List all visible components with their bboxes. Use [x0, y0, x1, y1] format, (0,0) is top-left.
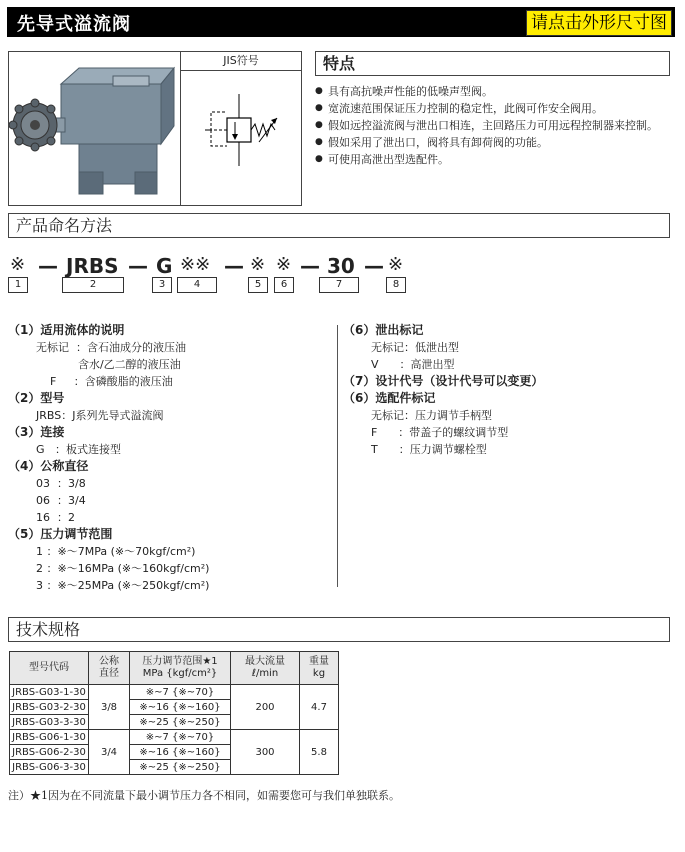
spec-cell: JRBS-G06-1-30: [10, 730, 89, 745]
jis-hydraulic-symbol: [189, 84, 299, 184]
spec-cell: ※~16 {※~160}: [130, 700, 231, 715]
desc-line: 3 ：※～25MPa (※～250kgf/cm²): [36, 579, 210, 592]
desc-line: 无标记：低泄出型: [371, 341, 459, 354]
jis-symbol-label: JIS符号: [181, 52, 301, 71]
code-segment: —: [300, 254, 320, 278]
feature-item: ● 假如采用了泄出口，阀将具有卸荷阀的功能。: [315, 134, 670, 151]
title-bar: [7, 7, 675, 37]
naming-description-left: [8, 322, 328, 594]
spec-heading: 技术规格: [8, 617, 670, 642]
features-list: [315, 83, 670, 168]
code-segment: —: [224, 254, 244, 278]
code-segment: 30: [327, 254, 355, 278]
spec-table: [9, 651, 339, 775]
naming-heading: 产品命名方法: [8, 213, 670, 238]
feature-item: ● 可使用高泄出型选配件。: [315, 151, 670, 168]
code-position-box: 5: [248, 277, 268, 293]
desc-line: F ：带盖子的螺纹调节型: [371, 426, 509, 439]
feature-item: ● 具有高抗噪声性能的低噪声型阀。: [315, 83, 670, 100]
column-divider: [337, 325, 338, 587]
code-segment: JRBS: [66, 254, 119, 278]
spec-cell: JRBS-G06-3-30: [10, 760, 89, 775]
features-heading: 特点: [315, 51, 670, 76]
spec-cell: ※~25 {※~250}: [130, 715, 231, 730]
desc-heading: （2）型号: [8, 391, 65, 405]
code-segment: —: [364, 254, 384, 278]
desc-line: 无标记 ：含石油成分的液压油: [36, 341, 186, 354]
spec-cell: 5.8: [300, 730, 339, 775]
outline-drawing-button[interactable]: 请点击外形尺寸图: [526, 10, 672, 36]
spec-cell: JRBS-G03-1-30: [10, 685, 89, 700]
code-position-box: 3: [152, 277, 172, 293]
desc-line: JRBS：J系列先导式溢流阀: [36, 409, 164, 422]
desc-heading: （5）压力调节范围: [8, 527, 113, 541]
spec-cell: JRBS-G03-2-30: [10, 700, 89, 715]
spec-header-cell: 公称 直径: [89, 652, 130, 685]
naming-description-right: [343, 322, 673, 458]
spec-cell: ※~7 {※~70}: [130, 685, 231, 700]
spec-header-cell: 重量 kg: [300, 652, 339, 685]
desc-line: 无标记：压力调节手柄型: [371, 409, 492, 422]
desc-heading: （3）连接: [8, 425, 65, 439]
spec-cell: ※~16 {※~160}: [130, 745, 231, 760]
code-position-box: 2: [62, 277, 124, 293]
spec-cell: 300: [231, 730, 300, 775]
spec-cell: 200: [231, 685, 300, 730]
desc-line: T ：压力调节螺栓型: [371, 443, 487, 456]
jis-divider: [180, 52, 181, 205]
code-position-box: 1: [8, 277, 28, 293]
desc-line: G ：板式连接型: [36, 443, 122, 456]
footnote: 注）★1因为在不同流量下最小调节压力各不相同，如需要您可与我们单独联系。: [8, 789, 400, 802]
spec-cell: 3/4: [89, 730, 130, 775]
desc-line: 16 ：2: [36, 511, 75, 524]
spec-header-cell: 压力调节范围★1 MPa {kgf/cm²}: [130, 652, 231, 685]
feature-item: ● 假如远控溢流阀与泄出口相连，主回路压力可用远程控制器来控制。: [315, 117, 670, 134]
code-position-box: 6: [274, 277, 294, 293]
code-segment: ※※: [180, 254, 211, 275]
spec-cell: 3/8: [89, 685, 130, 730]
desc-heading: （4）公称直径: [8, 459, 89, 473]
desc-line: 03 ：3/8: [36, 477, 86, 490]
desc-heading: （6）选配件标记: [343, 391, 436, 405]
desc-heading: （6）泄出标记: [343, 323, 424, 337]
desc-line: F ：含磷酸脂的液压油: [36, 375, 173, 388]
code-position-box: 4: [177, 277, 217, 293]
code-segment: —: [128, 254, 148, 278]
code-segment: ※: [250, 254, 266, 275]
table-row: [10, 685, 339, 700]
spec-cell: ※~7 {※~70}: [130, 730, 231, 745]
code-position-box: 7: [319, 277, 359, 293]
desc-line: V ：高泄出型: [371, 358, 455, 371]
spec-header-cell: 型号代码: [10, 652, 89, 685]
desc-line: 06 ：3/4: [36, 494, 86, 507]
spec-cell: JRBS-G03-3-30: [10, 715, 89, 730]
code-segment: —: [38, 254, 58, 278]
page-title: 先导式溢流阀: [17, 14, 131, 35]
code-position-box: 8: [386, 277, 406, 293]
code-segment: ※: [388, 254, 404, 275]
spec-header-cell: 最大流量 ℓ/min: [231, 652, 300, 685]
code-segment: G: [156, 254, 173, 278]
desc-heading: （7）设计代号（设计代号可以变更）: [343, 374, 544, 388]
desc-line: 1 ：※～7MPa (※～70kgf/cm²): [36, 545, 196, 558]
desc-line: 含水/乙二醇的液压油: [36, 358, 181, 371]
valve-product-image: [9, 54, 179, 204]
spec-cell: 4.7: [300, 685, 339, 730]
product-image-box: [8, 51, 302, 206]
code-segment: ※: [276, 254, 292, 275]
desc-heading: （1）适用流体的说明: [8, 323, 125, 337]
spec-cell: ※~25 {※~250}: [130, 760, 231, 775]
feature-item: ● 宽流速范围保证压力控制的稳定性，此阀可作安全阀用。: [315, 100, 670, 117]
spec-cell: JRBS-G06-2-30: [10, 745, 89, 760]
table-row: [10, 730, 339, 745]
code-segment: ※: [10, 254, 26, 275]
desc-line: 2 ：※～16MPa (※～160kgf/cm²): [36, 562, 210, 575]
